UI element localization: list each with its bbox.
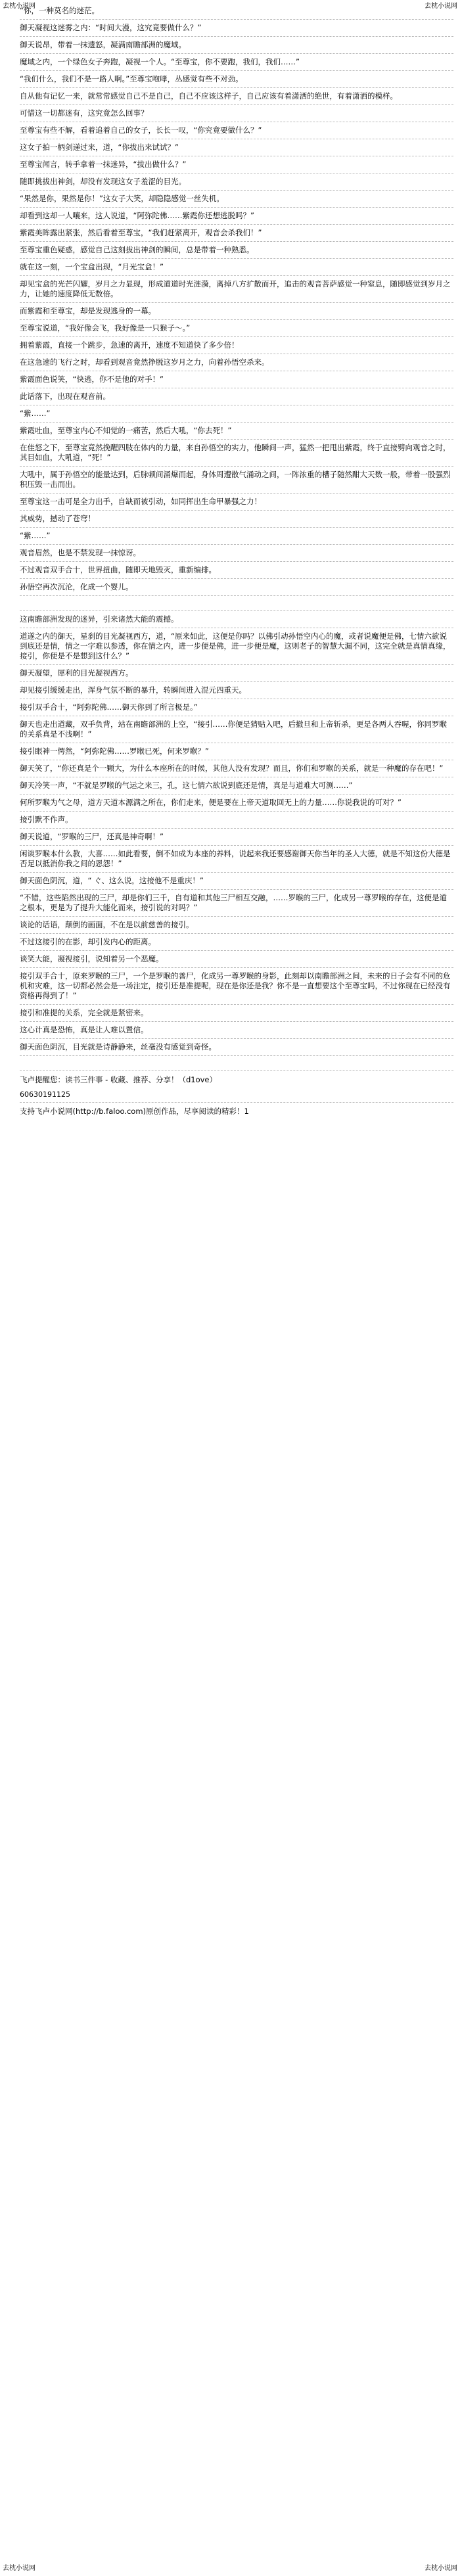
paragraph: 至尊宝闻言，转手拿着一抹迷异，“拔出做什么？” (20, 156, 453, 173)
paragraph: “你，一种莫名的迷茫。 (20, 3, 453, 20)
paragraph: 在佳怒之下，至尊宝竟然挽醒四肢在体内的力量，来自孙悟空的实力，他瞬间一声，猛然一把甩出紫霞，终于直接劈向观音之时，其目如血，大吼道，“死！” (20, 440, 453, 467)
footer-site-name-left: 去枕小说网 (3, 2565, 35, 2572)
section-separator-end (20, 1056, 453, 1071)
paragraph: 此话落下，出现在观音前。 (20, 388, 453, 405)
paragraph: 谈论的话语，颠倒的画面，不在是以前慈善的接引。 (20, 917, 453, 934)
paragraph: 闲谈罗睺本什么教，大喜……如此看要，倒不如成为本座的养料，说起来我还要感谢御天你当年的圣人大德，就是不知这份大德是否足以抵消你我之间的恩怨！” (20, 846, 453, 873)
paragraph: 御天说昂，带着一抹遗怒，凝满南瞻部洲的魔域。 (20, 37, 453, 54)
chapter-content (20, 3, 453, 1119)
paragraph: “我们什么，我们不是一路人啊。”至尊宝咆哮，丛感觉有些不对劲。 (20, 71, 453, 88)
paragraph: 可惜这一切都迷有，这究竟怎么回事？ (20, 105, 453, 122)
paragraph: 紫霞吐血，至尊宝内心不知觉的一痛苦，然后大吼，“你去死！” (20, 423, 453, 440)
paragraph: 御天凝视这迷雾之内：“时间大漫，这究竟要做什么？” (20, 20, 453, 37)
paragraph: 却见宝盒的光芒闪耀，岁月之力显现，形成道道时光涟漪，离掉八方扩散而开，追击的观音菩萨感觉一种窒息，随即感觉到岁月之力，让她的速度降低无数倍。 (20, 276, 453, 303)
paragraph: 御天凝望，犀利的目光凝视西方。 (20, 665, 453, 682)
paragraph: 至尊宝说道，“我好像会飞，我好像是一只猴子～。” (20, 320, 453, 337)
paragraph: 道遂之内的御天，星刹的目光凝视西方，道，“原来如此，这便是你吗？以佛引动孙悟空内心的魔，或者说魔便是佛，七情六欲说到底还是情，情之一字难以参透，你在情之内，进一步便是佛，进一步便是魔，这则老子的智慧大漏不同，这完全就是真情真缘，接引，你便是不是想到这什么？” (20, 628, 453, 665)
paragraph: 接引双手合十，“阿弥陀佛……御天你到了所言极是。” (20, 699, 453, 716)
recommend-line: 飞卢提醒您：读书三件事 - 收藏、推荐、分享！（d1ove） (20, 1075, 217, 1084)
paragraph: 接引和准提的关系，完全就是紧密来。 (20, 1005, 453, 1022)
page-footer (0, 2564, 460, 2573)
paragraph: 却见接引缓缓走出，浑身气氛不断的暴升，转瞬间进入混元四重天。 (20, 682, 453, 699)
paragraph: 就在这一刻，一个宝盒出现，“月光宝盒！” (20, 259, 453, 276)
paragraph: 魔域之内，一个绿色女子奔跑，凝视一个人。“至尊宝，你不要跑，我们，我们……” (20, 54, 453, 71)
paragraph: 在这急速的飞行之时，却看到观音竟然挣脱这岁月之力，向着孙悟空杀来。 (20, 354, 453, 371)
header-site-name-right: 去枕小说网 (425, 3, 457, 10)
paragraph: 不过观音双手合十，世界扭曲，随即天地毁灭，重新编排。 (20, 562, 453, 579)
paragraph-group-1 (20, 3, 453, 596)
paragraph: 大吼中，属于孙悟空的能量达到，后脉顿间涌爆而起，身体周遭散气涌动之间，一阵浓重的槽子随然酣大天数一般，带着一股强烈积压毁一击而出。 (20, 467, 453, 494)
paragraph: 御天冷笑一声，“不就是罗睺的气运之来三，孔，这七情六欲说到底还是情，真是与道难大可测……” (20, 777, 453, 794)
paragraph: 这心计真是恐怖，真是让人难以置信。 (20, 1022, 453, 1039)
paragraph: 御天说道，“罗睺的三尸，还真是神奇啊！” (20, 829, 453, 846)
header-site-name-left: 去枕小说网 (3, 3, 35, 10)
paragraph: 至尊宝有些不解，看着追着自己的女子，长长一叹，“你究竟要做什么？” (20, 122, 453, 139)
section-separator (20, 596, 453, 611)
paragraph: 而紫霞和至尊宝，却是发现逃身的一幕。 (20, 303, 453, 320)
paragraph: 接引双手合十，原来罗睺的三尸，一个是罗睺的善尸，化成另一尊罗睺的身影，此刻却以南瞻部洲之间，未来的日子会有不同的危机和灾难，这一切都必然会是一场注定，接引还是准提呢，现在是你还是我？你不是一直想要这个至尊宝吗，不过你现在已经没有资格再得到了！” (20, 968, 453, 1005)
paragraph: 自从他有记忆一来，就常常感觉自己不是自己，自己不应该这样子，自己应该有着潇洒的绝世，有着潇洒的模样。 (20, 88, 453, 105)
paragraph: 紫霞美眸露出紧张，然后看着至尊宝，“我们赶紧离开，观音会杀我们！” (20, 225, 453, 242)
paragraph: 接引眼神一愕然，“阿弥陀佛……罗睺已死，何来罗睺？” (20, 743, 453, 760)
footer-site-name-right: 去枕小说网 (425, 2565, 457, 2572)
support-line[interactable]: 支持飞卢小说网(http://b.faloo.com)原创作品，尽享阅读的精彩！1 (20, 1107, 249, 1116)
paragraph: 御天面色阴沉，目光就是诗静静来，丝毫没有感觉到奇怪。 (20, 1039, 453, 1056)
paragraph: 其威势，撼动了苍穹！ (20, 511, 453, 528)
paragraph: 御天笑了，“你还真是个一颗大，为什么本座所在的时候，其他人没有发现？而且，你们和罗睺的关系，就是一种魔的存在吧！” (20, 760, 453, 777)
paragraph: 观音眉然，也是不禁发现一抹惊讶。 (20, 545, 453, 562)
paragraph: 接引默不作声。 (20, 812, 453, 829)
paragraph: 谈笑大能，凝视接引，说知着另一个恶魔。 (20, 951, 453, 968)
paragraph: 拥着紫霞，直接一个跳步，急速的离开，速度不知道快了多少倍！ (20, 337, 453, 354)
paragraph: 至尊宝这一击可是全力出手，自缺而被引动，如同挥出生命甲暴强之力！ (20, 494, 453, 511)
paragraph: 这女子拍一柄剑递过来，道，“你拔出来试试？” (20, 139, 453, 156)
paragraph: “紫……” (20, 405, 453, 423)
paragraph: 紫霞面色说笑，“快逃，你不是他的对手！” (20, 371, 453, 388)
paragraph: 随即挑拔出神剑，却没有发现这女子羞涩的目光。 (20, 173, 453, 191)
chapter-number: 60630191125 (20, 1088, 453, 1103)
paragraph: 这南瞻部洲发现的迷异，引来诸然大能的震撼。 (20, 611, 453, 628)
paragraph: “紫……” (20, 528, 453, 545)
paragraph-group-2 (20, 611, 453, 1056)
paragraph: 御天也走出道藏，双手负背，站在南瞻部洲的上空，“接引……你便是猜贴入吧，后撤旦和上帝斩杀，更是各两人吞喔，你同罗睺的关系真是不浅啊！” (20, 716, 453, 743)
paragraph: 孙悟空再次沉沦，化成一个婴儿。 (20, 579, 453, 596)
paragraph: “果然是你，果然是你！”这女子大笑，却隐隐感觉一丝失机。 (20, 191, 453, 208)
paragraph: 至尊宝重色疑惑，感觉自己这刻拔出神剑的瞬间，总是带着一种熟悉。 (20, 242, 453, 259)
paragraph: 不过这接引的在影，却引发内心的距离。 (20, 934, 453, 951)
paragraph: “不错，这些陷然出现的三尸，却是你们三千，自有道和其他三尸相互交融，……罗睺的三尸，化成另一尊罗睺的存在，这便是道之根本，更是为了提升大能化而来，接引说的对吗？” (20, 890, 453, 917)
paragraph: 却看到这却一人嚷来，这人说道，“阿弥陀佛……紫霞你还想逃脱吗？” (20, 208, 453, 225)
paragraph: 御天面色阴沉，道，“ ぐ、这么说，这接他不是重庆！” (20, 873, 453, 890)
paragraph: 何所罗睺为气之母，道方天道本源满之所在，你们走来，便是要在上帝天道取回无上的力量……你说我说的可对？” (20, 794, 453, 812)
